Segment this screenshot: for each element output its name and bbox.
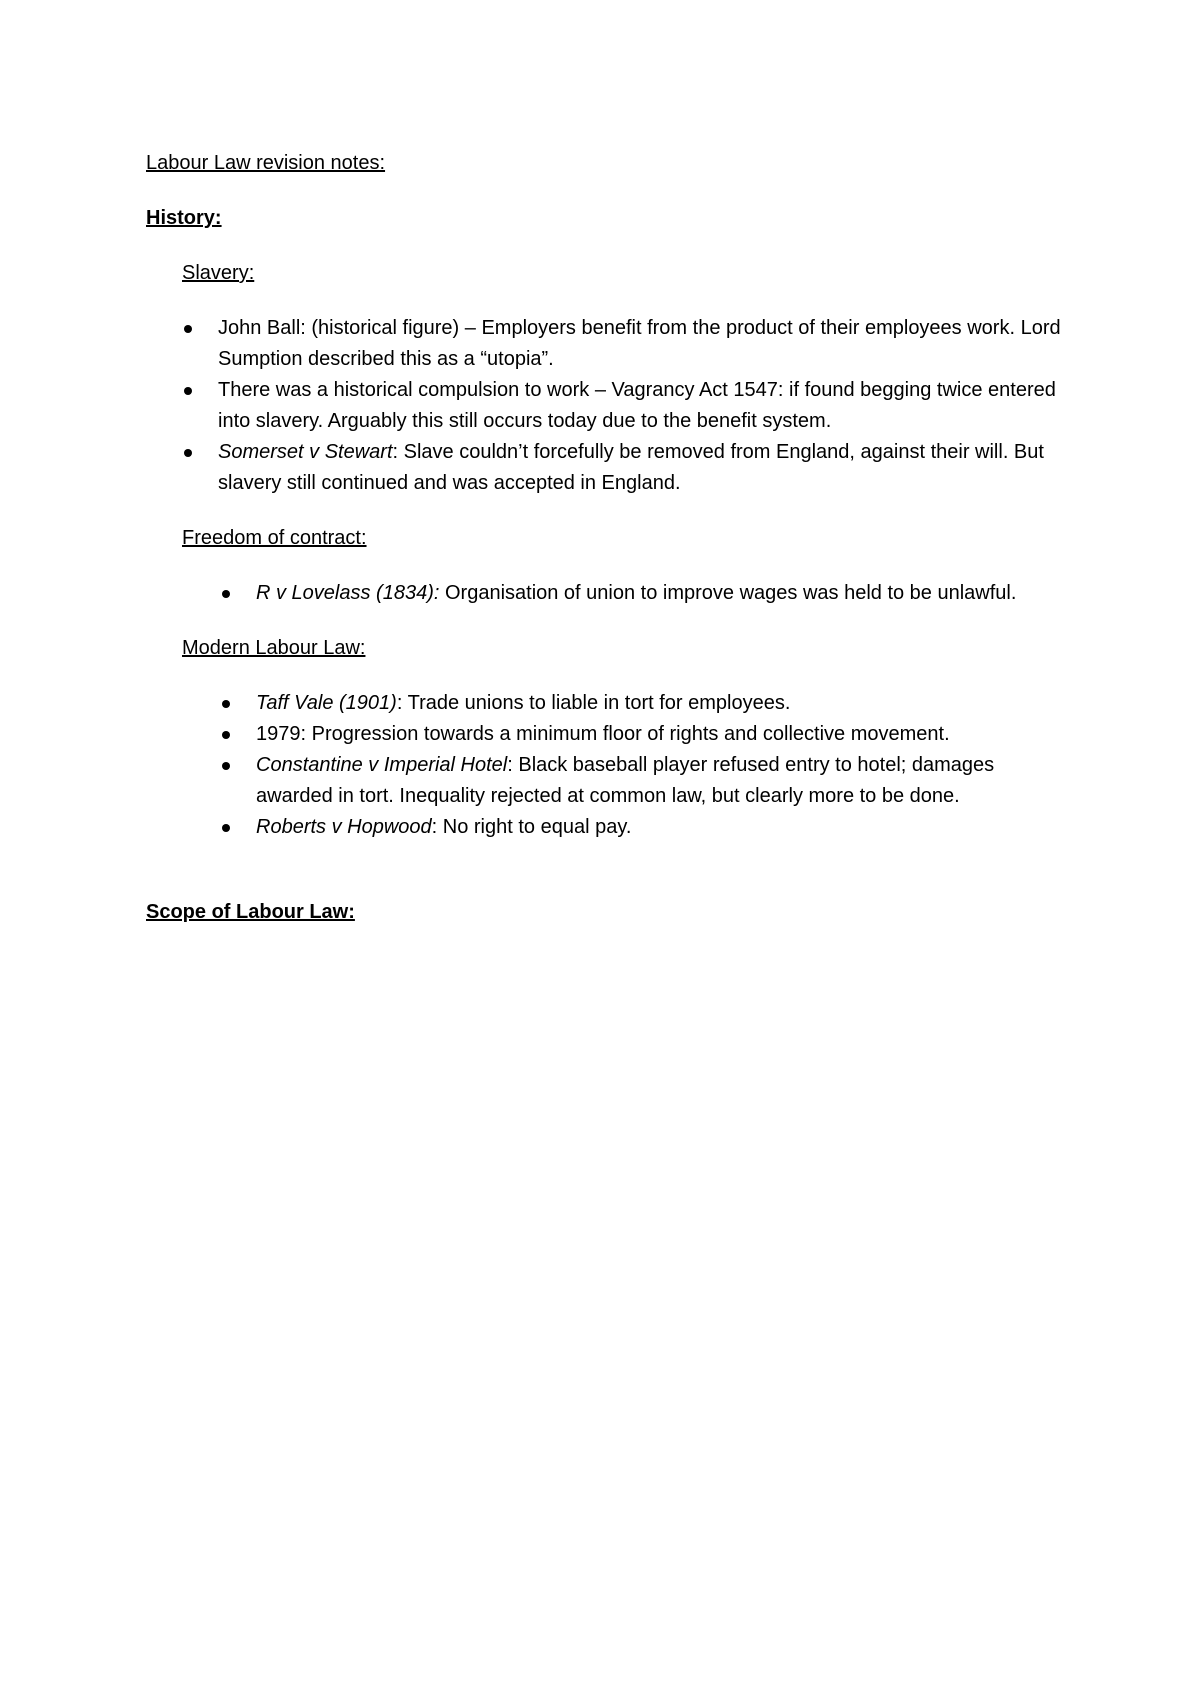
list-item [256,750,1066,812]
section-heading-scope: Scope of Labour Law: [146,901,355,923]
list-item [256,812,1066,843]
bullet-icon [184,387,192,395]
bullet-icon [222,700,230,708]
modern-list [146,688,1066,843]
case-name: Somerset v Stewart [218,441,393,463]
item-text: John Ball: (historical figure) – Employers benefit from the product of their employees work. Lord Sumption described this as a “utopia”. [218,317,1061,370]
subheading-freedom-of-contract: Freedom of contract: [182,527,367,549]
item-text: : Trade unions to liable in tort for employees. [396,692,791,714]
document-body [146,148,1066,952]
bullet-icon [222,824,230,832]
item-text: : No right to equal pay. [431,816,632,838]
bullet-icon [222,762,230,770]
item-text: : Black baseball player refused entry to hotel; damages awarded in tort. Inequality rejected at common law, but clearly more to be done. [256,754,995,807]
section-heading-history: History: [146,207,222,229]
list-item [256,578,1066,609]
freedom-list [146,578,1066,609]
case-name: Constantine v Imperial Hotel [256,754,508,776]
list-item [256,688,1066,719]
document-title: Labour Law revision notes: [146,152,386,174]
item-text: There was a historical compulsion to work – Vagrancy Act 1547: if found begging twice entered into slavery. Arguably this still occurs today due to the benefit system. [218,379,1056,432]
list-item [218,313,1066,375]
list-item [218,437,1066,499]
case-name: R v Lovelass (1834): [256,582,440,604]
list-item [218,375,1066,437]
item-text: 1979: Progression towards a minimum floor of rights and collective movement. [256,723,950,745]
case-name: Roberts v Hopwood [256,816,432,838]
bullet-icon [222,590,230,598]
list-item [256,719,1066,750]
bullet-icon [222,731,230,739]
subheading-slavery: Slavery: [182,262,255,284]
spacer [146,867,1066,897]
case-name: Taff Vale (1901) [256,692,397,714]
subheading-modern-labour-law: Modern Labour Law: [182,637,366,659]
item-text: Organisation of union to improve wages was held to be unlawful. [439,582,1017,604]
bullet-icon [184,449,192,457]
slavery-list [146,313,1066,499]
item-text: : Slave couldn’t forcefully be removed from England, against their will. But slavery still continued and was accepted in England. [218,441,1044,494]
bullet-icon [184,325,192,333]
